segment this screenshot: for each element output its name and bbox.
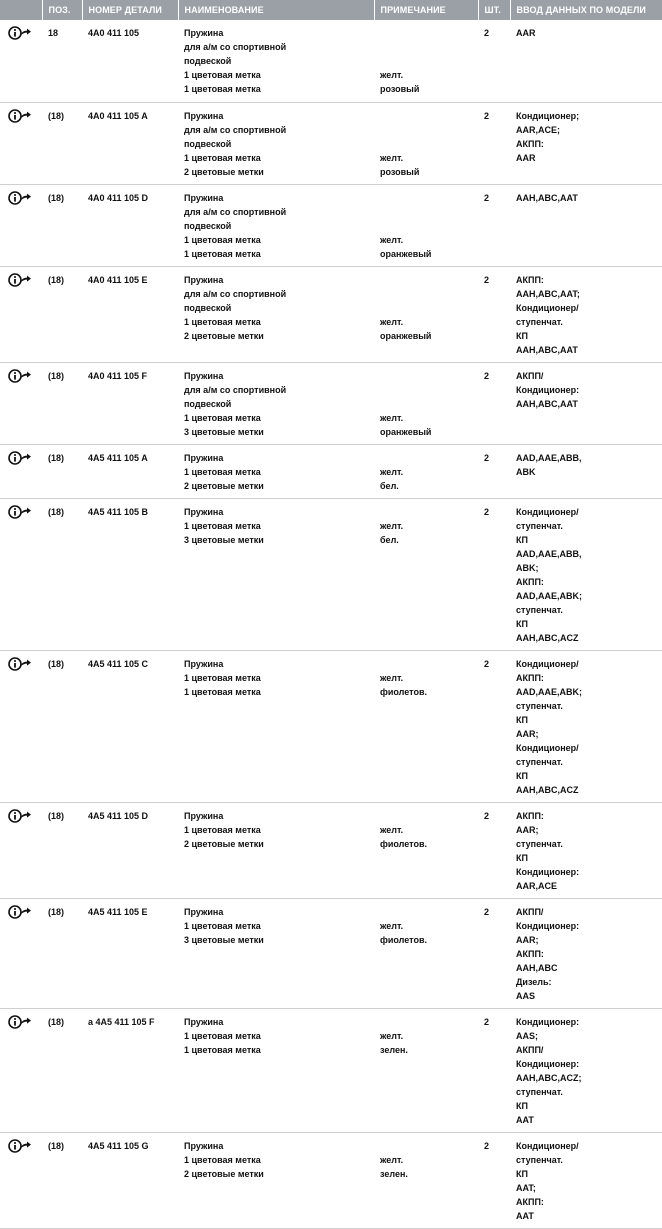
row-name-line: 1 цветовая метка — [184, 1030, 261, 1041]
row-part-number: 4A5 411 105 C — [82, 650, 178, 802]
row-name-line: 1 цветовая метка — [184, 520, 261, 531]
row-note — [374, 802, 478, 898]
row-model-data-line: КП — [516, 1168, 528, 1179]
row-note-line — [380, 137, 472, 151]
row-note-line — [380, 397, 472, 411]
row-model-data-line: КП — [516, 618, 528, 629]
row-name — [178, 102, 374, 184]
info-arrow-icon[interactable] — [8, 191, 32, 205]
row-icon-cell — [0, 1132, 42, 1228]
row-note-line: желт. — [380, 1030, 404, 1041]
row-part-number: 4A5 411 105 E — [82, 898, 178, 1008]
row-name-line: 1 цветовая метка — [184, 686, 261, 697]
row-name — [178, 1132, 374, 1228]
info-arrow-icon[interactable] — [8, 109, 32, 123]
row-qty: 2 — [478, 266, 510, 362]
row-model-data-line: AAH,ABC,AAT — [516, 192, 578, 203]
row-qty: 2 — [478, 1132, 510, 1228]
row-model-data — [510, 362, 662, 444]
row-model-data-line: ступенчат. — [516, 756, 563, 767]
table-row — [0, 650, 662, 802]
row-model-data-line: КП — [516, 1100, 528, 1111]
row-model-data-line: АКПП/ — [516, 370, 544, 381]
table-row — [0, 498, 662, 650]
row-pos: (18) — [42, 444, 82, 498]
row-name-line: 3 цветовые метки — [184, 426, 264, 437]
row-model-data — [510, 1132, 662, 1228]
row-note — [374, 498, 478, 650]
row-name-line: Пружина — [184, 810, 224, 821]
row-note-line — [380, 123, 472, 137]
row-name — [178, 1008, 374, 1132]
row-model-data-line: AAH,ABC,ACZ — [516, 632, 579, 643]
info-arrow-icon[interactable] — [8, 809, 32, 823]
row-note — [374, 266, 478, 362]
row-name-line: для а/м со спортивной — [184, 42, 287, 52]
table-row — [0, 898, 662, 1008]
row-pos: (18) — [42, 266, 82, 362]
row-name-line: для а/м со спортивной — [184, 206, 287, 217]
row-model-data — [510, 102, 662, 184]
row-name — [178, 20, 374, 102]
row-name-line: 2 цветовые метки — [184, 166, 264, 177]
row-pos: (18) — [42, 102, 82, 184]
row-part-number: 4A5 411 105 D — [82, 802, 178, 898]
row-note-line — [380, 657, 472, 671]
row-part-number: 4A0 411 105 E — [82, 266, 178, 362]
row-note-line — [380, 1015, 472, 1029]
row-note-line: желт. — [380, 1154, 404, 1165]
row-note-line: розовый — [380, 166, 420, 177]
table-row — [0, 20, 662, 102]
row-part-number: 4A0 411 105 — [82, 20, 178, 102]
row-name-line: 1 цветовая метка — [184, 1154, 261, 1165]
table-row — [0, 1132, 662, 1228]
row-name-line: 2 цветовые метки — [184, 330, 264, 341]
row-model-data-line: AAD,AAE,ABB, — [516, 548, 582, 559]
row-model-data-line: КП — [516, 770, 528, 781]
row-qty: 2 — [478, 650, 510, 802]
row-model-data-line: AAT; — [516, 1182, 536, 1193]
row-model-data-line: AAH,ABC,AAT; — [516, 288, 580, 299]
row-model-data-line: AAR; — [516, 934, 539, 945]
row-note-line: оранжевый — [380, 426, 432, 437]
row-note — [374, 650, 478, 802]
row-model-data-line: AAH,ABC,ACZ — [516, 784, 579, 795]
row-note-line: оранжевый — [380, 248, 432, 259]
row-name-line: Пружина — [184, 192, 224, 203]
row-name — [178, 650, 374, 802]
row-name-line: Пружина — [184, 1140, 224, 1151]
row-part-number: a 4A5 411 105 F — [82, 1008, 178, 1132]
row-note-line — [380, 287, 472, 301]
row-model-data-line: AAT — [516, 1114, 534, 1125]
row-note — [374, 102, 478, 184]
row-qty: 2 — [478, 898, 510, 1008]
row-qty: 2 — [478, 444, 510, 498]
row-icon-cell — [0, 1008, 42, 1132]
info-arrow-icon[interactable] — [8, 1139, 32, 1153]
row-name-line: Пружина — [184, 274, 224, 285]
table-row — [0, 1008, 662, 1132]
table-body — [0, 20, 662, 1228]
row-note — [374, 1008, 478, 1132]
row-model-data-line: Кондиционер: — [516, 920, 580, 931]
row-qty: 2 — [478, 362, 510, 444]
row-model-data-line: Кондиционер/ — [516, 506, 579, 517]
row-pos: (18) — [42, 650, 82, 802]
header-note: ПРИМЕЧАНИЕ — [374, 0, 478, 20]
row-name-line: 1 цветовая метка — [184, 412, 261, 423]
header-name: НАИМЕНОВАНИЕ — [178, 0, 374, 20]
row-name-line: подвеской — [184, 220, 232, 231]
row-model-data-line: ступенчат. — [516, 316, 563, 327]
row-note — [374, 20, 478, 102]
row-model-data-line: AAD,AAE,ABB, — [516, 452, 582, 463]
row-model-data-line: АКПП/ — [516, 906, 544, 917]
row-model-data-line: АКПП: — [516, 138, 544, 149]
row-pos: (18) — [42, 1008, 82, 1132]
row-note — [374, 184, 478, 266]
row-name-line: 1 цветовая метка — [184, 824, 261, 835]
row-pos: (18) — [42, 802, 82, 898]
info-arrow-icon[interactable] — [8, 451, 32, 465]
row-model-data-line: AAR — [516, 28, 536, 38]
row-model-data-line: ступенчат. — [516, 1086, 563, 1097]
row-name — [178, 898, 374, 1008]
row-model-data-line: АКПП: — [516, 672, 544, 683]
row-model-data — [510, 1008, 662, 1132]
row-note-line: зелен. — [380, 1044, 408, 1055]
row-icon-cell — [0, 498, 42, 650]
row-part-number: 4A5 411 105 G — [82, 1132, 178, 1228]
info-arrow-icon[interactable] — [8, 657, 32, 671]
row-icon-cell — [0, 102, 42, 184]
row-note-line: желт. — [380, 70, 404, 80]
row-model-data-line: АКПП: — [516, 274, 544, 285]
table-row — [0, 102, 662, 184]
row-name-line: 1 цветовая метка — [184, 316, 261, 327]
row-note-line: фиолетов. — [380, 686, 427, 697]
row-model-data-line: AAS; — [516, 1030, 538, 1041]
row-note-line — [380, 369, 472, 383]
row-name-line: Пружина — [184, 452, 224, 463]
row-icon-cell — [0, 20, 42, 102]
row-model-data-line: AAH,ABC — [516, 962, 558, 973]
table-header — [0, 0, 662, 20]
header-model-data: ВВОД ДАННЫХ ПО МОДЕЛИ — [510, 0, 662, 20]
row-note-line — [380, 451, 472, 465]
row-model-data-line: КП — [516, 714, 528, 725]
row-name-line: 1 цветовая метка — [184, 234, 261, 245]
info-arrow-icon[interactable] — [8, 505, 32, 519]
row-model-data-line: Кондиционер: — [516, 384, 580, 395]
row-note-line — [380, 809, 472, 823]
row-pos: (18) — [42, 498, 82, 650]
row-name-line: 1 цветовая метка — [184, 84, 261, 94]
header-icon-column — [0, 0, 42, 20]
row-note-line — [380, 205, 472, 219]
row-part-number: 4A0 411 105 F — [82, 362, 178, 444]
row-note — [374, 362, 478, 444]
row-name-line: подвеской — [184, 138, 232, 149]
row-name-line: 1 цветовая метка — [184, 152, 261, 163]
row-icon-cell — [0, 650, 42, 802]
row-icon-cell — [0, 362, 42, 444]
row-model-data-line: AAR; — [516, 728, 539, 739]
info-arrow-icon[interactable] — [8, 26, 32, 40]
row-qty: 2 — [478, 102, 510, 184]
row-name-line: Пружина — [184, 28, 224, 38]
row-name-line: 1 цветовая метка — [184, 672, 261, 683]
row-pos: 18 — [42, 20, 82, 102]
header-pos: ПОЗ. — [42, 0, 82, 20]
row-qty: 2 — [478, 498, 510, 650]
row-model-data-line: Кондиционер/ — [516, 1140, 579, 1151]
row-model-data-line: Кондиционер: — [516, 866, 580, 877]
row-model-data-line: ступенчат. — [516, 604, 563, 615]
row-qty: 2 — [478, 1008, 510, 1132]
row-note-line: желт. — [380, 920, 404, 931]
row-note-line: желт. — [380, 412, 404, 423]
row-name — [178, 498, 374, 650]
row-name — [178, 266, 374, 362]
row-note-line: желт. — [380, 672, 404, 683]
row-model-data-line: AAR,ACE; — [516, 124, 560, 135]
row-model-data-line: Кондиционер: — [516, 1016, 580, 1027]
row-model-data-line: AAS — [516, 990, 536, 1001]
row-note-line: желт. — [380, 152, 404, 163]
row-note-line: фиолетов. — [380, 838, 427, 849]
row-note-line — [380, 383, 472, 397]
row-icon-cell — [0, 184, 42, 266]
row-note-line — [380, 219, 472, 233]
row-name-line: 1 цветовая метка — [184, 920, 261, 931]
row-model-data-line: КП — [516, 534, 528, 545]
info-arrow-icon[interactable] — [8, 1015, 32, 1029]
row-model-data-line: ступенчат. — [516, 520, 563, 531]
row-model-data-line: AAH,ABC,AAT — [516, 398, 578, 409]
row-icon-cell — [0, 802, 42, 898]
row-model-data-line: КП — [516, 852, 528, 863]
row-note-line: желт. — [380, 234, 404, 245]
info-arrow-icon[interactable] — [8, 905, 32, 919]
row-model-data-line: ABK — [516, 466, 536, 477]
row-note-line: бел. — [380, 534, 399, 545]
row-part-number: 4A5 411 105 B — [82, 498, 178, 650]
row-icon-cell — [0, 898, 42, 1008]
row-model-data — [510, 898, 662, 1008]
row-pos: (18) — [42, 898, 82, 1008]
header-part-number: НОМЕР ДЕТАЛИ — [82, 0, 178, 20]
row-note-line: бел. — [380, 480, 399, 491]
row-note — [374, 444, 478, 498]
row-name-line: 2 цветовые метки — [184, 480, 264, 491]
row-name-line: Пружина — [184, 506, 224, 517]
row-model-data-line: АКПП/ — [516, 1044, 544, 1055]
row-model-data-line: АКПП: — [516, 1196, 544, 1207]
row-note-line — [380, 109, 472, 123]
row-name-line: Пружина — [184, 658, 224, 669]
row-note-line — [380, 40, 472, 54]
table-row — [0, 184, 662, 266]
row-note-line — [380, 301, 472, 315]
row-qty: 2 — [478, 802, 510, 898]
row-model-data-line: AAH,ABC,AAT — [516, 344, 578, 355]
table-row — [0, 362, 662, 444]
row-name-line: 2 цветовые метки — [184, 1168, 264, 1179]
row-model-data-line: Кондиционер/ — [516, 658, 579, 669]
row-model-data-line: AAT — [516, 1210, 534, 1221]
row-name-line: Пружина — [184, 370, 224, 381]
row-model-data-line: АКПП: — [516, 948, 544, 959]
table-row — [0, 802, 662, 898]
row-name-line: подвеской — [184, 302, 232, 313]
row-name-line: Пружина — [184, 1016, 224, 1027]
row-note — [374, 1132, 478, 1228]
row-qty: 2 — [478, 184, 510, 266]
row-part-number: 4A0 411 105 A — [82, 102, 178, 184]
row-note-line: розовый — [380, 84, 420, 94]
row-name — [178, 184, 374, 266]
row-note-line — [380, 26, 472, 40]
row-note-line: желт. — [380, 466, 404, 477]
row-name-line: 1 цветовая метка — [184, 248, 261, 259]
row-model-data-line: Дизель: — [516, 976, 552, 987]
row-note-line: желт. — [380, 824, 404, 835]
row-note-line — [380, 1139, 472, 1153]
row-name-line: для а/м со спортивной — [184, 384, 287, 395]
row-model-data — [510, 184, 662, 266]
row-name-line: Пружина — [184, 906, 224, 917]
row-model-data-line: ступенчат. — [516, 838, 563, 849]
row-model-data-line: AAR,ACE — [516, 880, 558, 891]
row-pos: (18) — [42, 184, 82, 266]
row-note-line: зелен. — [380, 1168, 408, 1179]
row-model-data-line: АКПП: — [516, 576, 544, 587]
info-arrow-icon[interactable] — [8, 369, 32, 383]
row-pos: (18) — [42, 362, 82, 444]
row-model-data-line: AAD,AAE,ABK; — [516, 686, 582, 697]
row-model-data — [510, 266, 662, 362]
row-name-line: для а/м со спортивной — [184, 288, 287, 299]
row-part-number: 4A0 411 105 D — [82, 184, 178, 266]
row-model-data-line: Кондиционер/ — [516, 302, 579, 313]
row-model-data — [510, 444, 662, 498]
row-note-line: оранжевый — [380, 330, 432, 341]
row-model-data — [510, 498, 662, 650]
row-name-line: Пружина — [184, 110, 224, 121]
row-part-number: 4A5 411 105 A — [82, 444, 178, 498]
info-arrow-icon[interactable] — [8, 273, 32, 287]
row-icon-cell — [0, 266, 42, 362]
row-name — [178, 362, 374, 444]
row-model-data-line: Кондиционер; — [516, 110, 580, 121]
row-note-line: желт. — [380, 316, 404, 327]
row-model-data-line: КП — [516, 330, 528, 341]
row-icon-cell — [0, 444, 42, 498]
row-model-data-line: Кондиционер/ — [516, 742, 579, 753]
row-name-line: 3 цветовые метки — [184, 934, 264, 945]
row-note — [374, 898, 478, 1008]
row-name-line: 2 цветовые метки — [184, 838, 264, 849]
row-note-line — [380, 273, 472, 287]
row-model-data-line: AAR — [516, 152, 536, 163]
row-name-line: 3 цветовые метки — [184, 534, 264, 545]
row-name-line: для а/м со спортивной — [184, 124, 287, 135]
row-name-line: подвеской — [184, 56, 232, 66]
row-model-data-line: AAD,AAE,ABK; — [516, 590, 582, 601]
row-name-line: 1 цветовая метка — [184, 1044, 261, 1055]
row-name-line: подвеской — [184, 398, 232, 409]
header-qty: ШТ. — [478, 0, 510, 20]
row-note-line — [380, 505, 472, 519]
row-model-data-line: ABK; — [516, 562, 539, 573]
row-model-data — [510, 802, 662, 898]
row-model-data — [510, 650, 662, 802]
row-model-data-line: АКПП: — [516, 810, 544, 821]
table-row — [0, 444, 662, 498]
row-model-data-line: ступенчат. — [516, 1154, 563, 1165]
row-model-data-line: Кондиционер: — [516, 1058, 580, 1069]
row-model-data — [510, 20, 662, 102]
row-note-line: фиолетов. — [380, 934, 427, 945]
row-name-line: 1 цветовая метка — [184, 466, 261, 477]
row-note-line — [380, 905, 472, 919]
row-note-line — [380, 191, 472, 205]
table-row — [0, 266, 662, 362]
row-name-line: 1 цветовая метка — [184, 70, 261, 80]
row-model-data-line: ступенчат. — [516, 700, 563, 711]
row-pos: (18) — [42, 1132, 82, 1228]
row-model-data-line: AAH,ABC,ACZ; — [516, 1072, 582, 1083]
row-qty: 2 — [478, 20, 510, 102]
row-model-data-line: AAR; — [516, 824, 539, 835]
row-note-line: желт. — [380, 520, 404, 531]
row-name — [178, 444, 374, 498]
row-name — [178, 802, 374, 898]
row-note-line — [380, 54, 472, 68]
